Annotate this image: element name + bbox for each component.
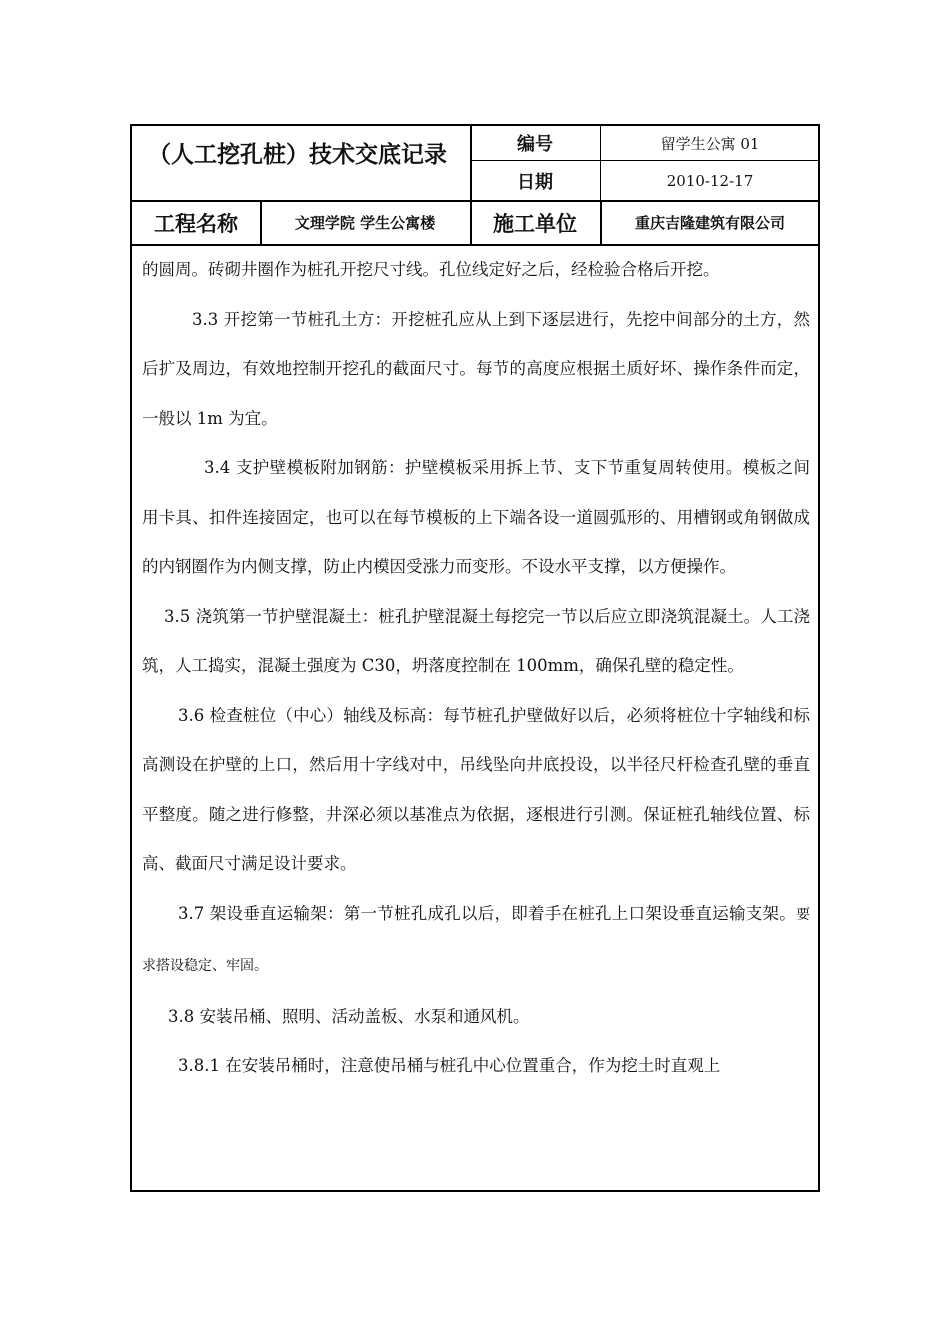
date-value: 2010-12-17 <box>666 171 754 190</box>
paragraph-3-7-text: 3.7 架设垂直运输架：第一节桩孔成孔以后，即着手在桩孔上口架设垂直运输支架。 <box>178 903 796 923</box>
document-title: （人工挖孔桩）技术交底记录 <box>148 142 447 168</box>
number-value: 留学生公寓 01 <box>660 134 760 153</box>
paragraph-3-5: 3.5 浇筑第一节护壁混凝土：桩孔护壁混凝土每挖完一节以后应立即浇筑混凝土。人工浇筑，人工捣实，混凝土强度为 C30，坍落度控制在 100mm，确保孔壁的稳定性。 <box>142 606 810 675</box>
disclosure-form <box>130 124 820 1192</box>
number-label: 编号 <box>517 134 553 155</box>
paragraph: 的圆周。砖砌井圈作为桩孔开挖尺寸线。孔位线定好之后，经检验合格后开挖。 <box>142 260 720 279</box>
paragraph-3-4: 3.4 支护壁模板附加钢筋：护壁模板采用拆上节、支下节重复周转使用。模板之间用卡具、扣件连接固定，也可以在每节模板的上下端各设一道圆弧形的、用槽钢或角钢做成的内钢圈作为内侧支撑，防止内模因受涨力而变形。不设水平支撑，以方便操作。 <box>142 458 810 576</box>
paragraph-3-6: 3.6 检查桩位（中心）轴线及标高：每节桩孔护壁做好以后，必须将桩位十字轴线和标高测设在护壁的上口，然后用十字线对中，吊线坠向井底投设，以半径尺杆检查孔壁的垂直平整度。随之进行修整，井深必须以基准点为依据，逐根进行引测。保证桩孔轴线位置、标高、截面尺寸满足设计要求。 <box>142 705 810 873</box>
paragraph-3-8: 3.8 安装吊桶、照明、活动盖板、水泵和通风机。 <box>168 1006 530 1026</box>
project-value: 文理学院 学生公寓楼 <box>294 214 436 232</box>
paragraph-3-7-note: 要求搭设稳定、牢固。 <box>142 906 810 974</box>
disclosure-content <box>142 245 810 1190</box>
contractor-value: 重庆吉隆建筑有限公司 <box>634 214 785 232</box>
paragraph-3-3: 3.3 开挖第一节桩孔土方：开挖桩孔应从上到下逐层进行，先挖中间部分的土方，然后扩及周边，有效地控制开挖孔的截面尺寸。每节的高度应根据土质好坏、操作条件而定，一般以 1m 为宜。 <box>142 309 810 428</box>
date-label: 日期 <box>517 171 553 193</box>
paragraph-3-7 <box>142 889 810 992</box>
paragraph-3-8-1: 3.8.1 在安装吊桶时，注意使吊桶与桩孔中心位置重合，作为挖土时直观上 <box>178 1056 721 1075</box>
project-label: 工程名称 <box>154 211 238 236</box>
contractor-label: 施工单位 <box>493 211 577 236</box>
